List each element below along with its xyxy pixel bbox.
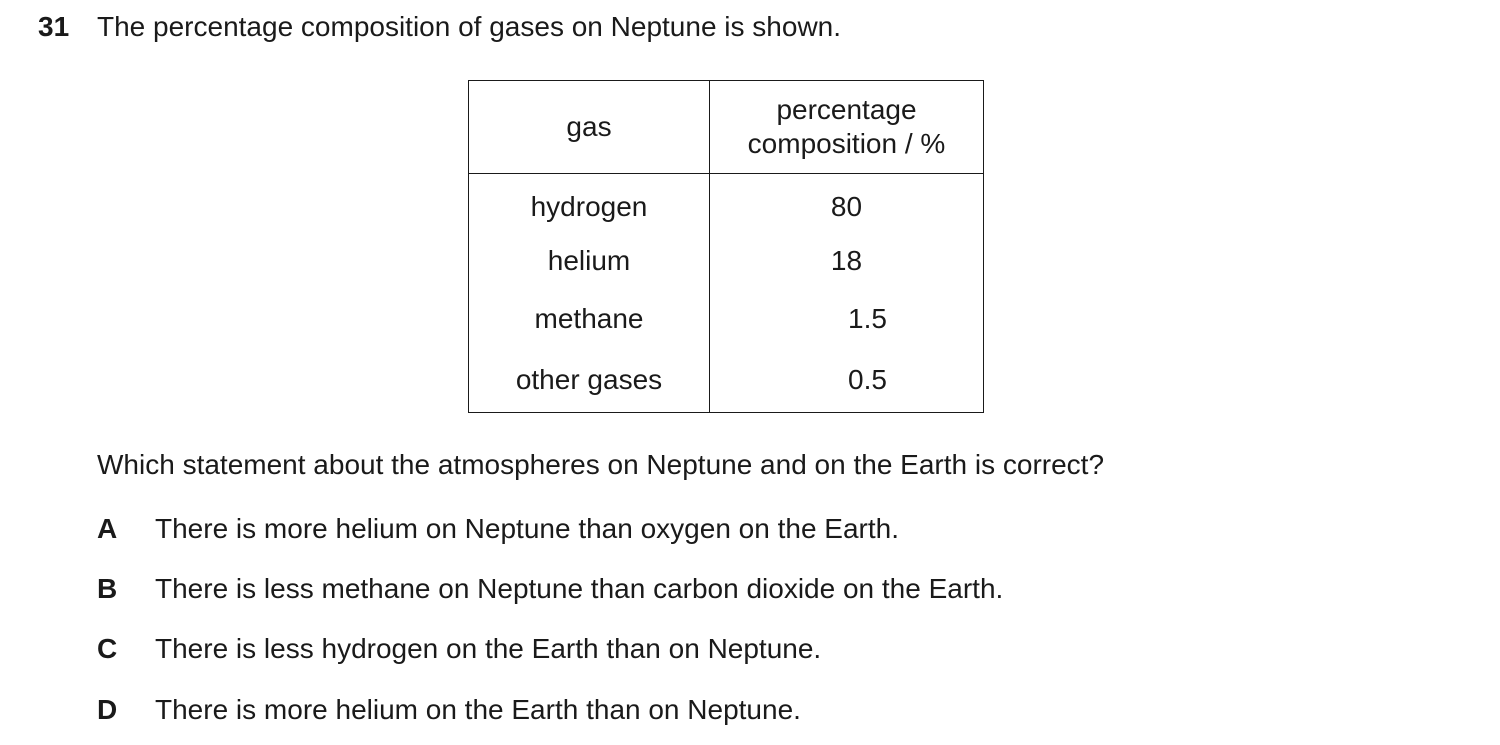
- gas-percentage-cell: [710, 290, 984, 348]
- option-letter: D: [97, 694, 118, 725]
- gas-percentage: 80: [830, 191, 863, 222]
- header-percentage: [710, 81, 984, 174]
- table-row: [469, 232, 984, 290]
- header-gas: gas: [469, 81, 710, 174]
- gas-name: helium: [469, 232, 710, 290]
- header-percentage-line2: composition / %: [747, 128, 946, 159]
- option-letter: A: [97, 513, 118, 544]
- gas-percentage-cell: [710, 348, 984, 413]
- gas-name: methane: [469, 290, 710, 348]
- table-row: [469, 174, 984, 233]
- option-d[interactable]: [97, 693, 801, 727]
- table-row: [469, 348, 984, 413]
- table-header-row: [469, 81, 984, 174]
- gas-percentage-cell: [710, 174, 984, 233]
- option-a[interactable]: [97, 512, 899, 546]
- question-stem: The percentage composition of gases on Neptune is shown.: [97, 11, 842, 42]
- gas-name: hydrogen: [469, 174, 710, 233]
- option-text: There is more helium on the Earth than on Neptune.: [155, 694, 801, 725]
- option-b[interactable]: [97, 572, 1003, 606]
- header-percentage-line1: percentage: [776, 94, 917, 125]
- gas-percentage: 0.5: [848, 364, 887, 395]
- gas-composition-table: [468, 80, 984, 413]
- gas-percentage-cell: [710, 232, 984, 290]
- table-row: [469, 290, 984, 348]
- gas-percentage: 1.5: [848, 303, 887, 334]
- gas-name: other gases: [469, 348, 710, 413]
- option-c[interactable]: [97, 632, 821, 666]
- option-text: There is less methane on Neptune than carbon dioxide on the Earth.: [155, 573, 1004, 604]
- option-text: There is more helium on Neptune than oxygen on the Earth.: [155, 513, 899, 544]
- option-letter: C: [97, 633, 118, 664]
- option-text: There is less hydrogen on the Earth than on Neptune.: [155, 633, 822, 664]
- gas-percentage: 18: [830, 245, 863, 276]
- option-letter: B: [97, 573, 118, 604]
- question-number: 31: [38, 11, 70, 42]
- question-prompt: Which statement about the atmospheres on Neptune and on the Earth is correct?: [97, 449, 1105, 480]
